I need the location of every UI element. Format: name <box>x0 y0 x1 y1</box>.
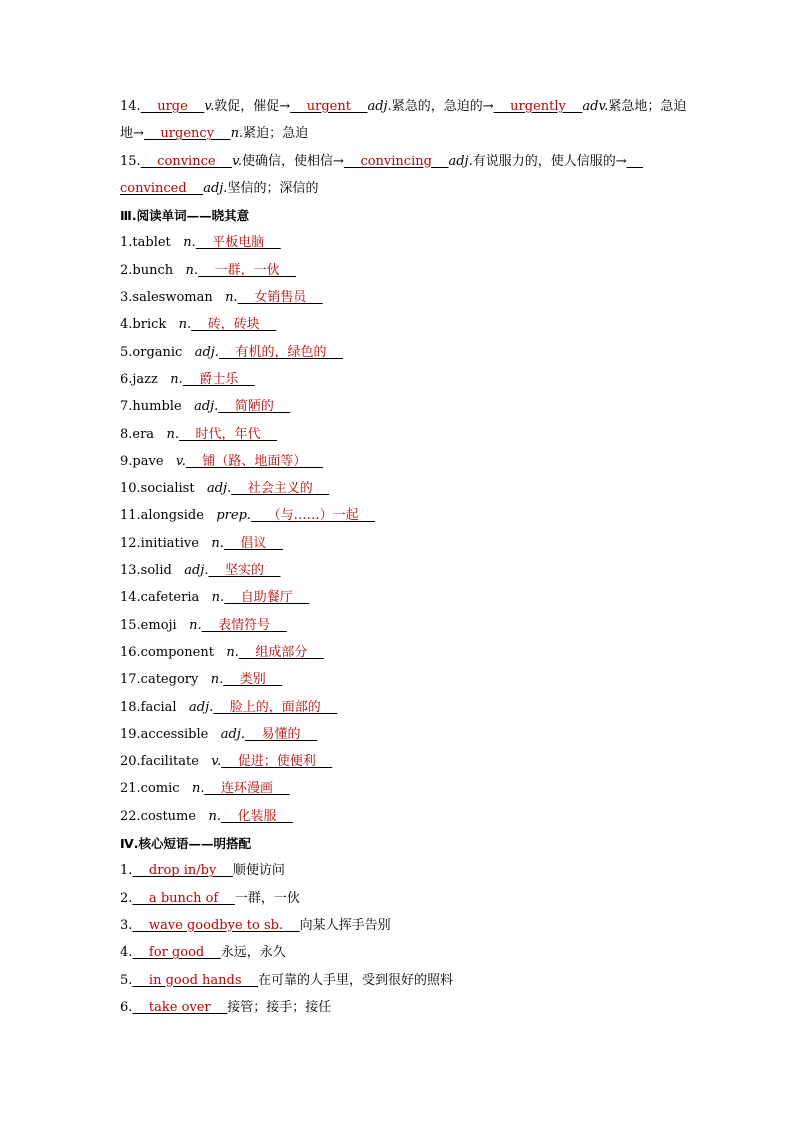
answer-blank: convinced <box>120 180 204 196</box>
vocab-item-14 <box>120 93 687 120</box>
item-number: 3. <box>120 917 133 933</box>
word: 21.comic <box>120 781 180 797</box>
word-row <box>120 584 680 611</box>
item-number: 14. <box>120 99 141 114</box>
word: 4.brick <box>120 317 167 333</box>
vocab-item-15-cont <box>120 175 680 202</box>
answer-blank: urgently <box>493 99 583 114</box>
word: 15.emoji <box>120 617 177 633</box>
phrase-row <box>120 994 680 1021</box>
answer-blank: urgent <box>290 99 368 114</box>
part-of-speech: adj. <box>448 153 473 169</box>
part-of-speech: adj. <box>220 726 246 742</box>
part-of-speech: n. <box>211 535 224 551</box>
phrase-meaning: 在可靠的人手里，受到很好的照料 <box>258 972 454 988</box>
part-of-speech: n. <box>211 590 225 606</box>
item-number: 6. <box>120 999 133 1015</box>
meaning-text: 坚信的；深信的 <box>227 180 319 196</box>
answer-blank <box>627 154 644 169</box>
answer-blank: 倡议 <box>223 535 283 551</box>
part-of-speech: n. <box>210 672 224 688</box>
meaning-text: 紧急地；急迫 <box>608 99 687 114</box>
meaning-text: 使确信，使相信→ <box>242 153 344 169</box>
part-of-speech: v. <box>204 99 215 114</box>
answer-blank: convince <box>140 153 233 169</box>
part-of-speech: n. <box>208 808 221 824</box>
word: 12.initiative <box>120 535 199 551</box>
word-row <box>120 448 680 475</box>
word: 6.jazz <box>120 371 158 387</box>
answer-blank: 化装服 <box>221 808 294 824</box>
word-row <box>120 775 680 802</box>
answer-blank: 平板电脑 <box>195 235 281 251</box>
word-row <box>120 257 680 284</box>
answer-blank: 促进；使便利 <box>221 754 333 770</box>
item-number: 15. <box>120 153 141 169</box>
part-of-speech: n. <box>226 644 239 660</box>
part-of-speech: adj. <box>189 699 214 715</box>
word: 20.facilitate <box>120 754 199 770</box>
answer-blank: urgency <box>143 126 231 142</box>
word-row <box>120 229 680 256</box>
word-row <box>120 748 680 775</box>
word-row <box>120 803 680 830</box>
part-of-speech: adj. <box>194 399 219 415</box>
answer-blank: 砖，砖块 <box>191 317 277 333</box>
part-of-speech: n. <box>183 235 196 251</box>
item-number: 1. <box>120 863 133 879</box>
part-of-speech: n. <box>230 126 244 142</box>
section-4-heading: Ⅳ.核心短语——明搭配 <box>120 836 251 852</box>
part-of-speech: n. <box>166 426 179 442</box>
word-row <box>120 311 680 338</box>
answer-blank: 连环漫画 <box>204 781 290 797</box>
part-of-speech: n. <box>185 262 199 278</box>
phrase-row <box>120 885 680 912</box>
answer-blank: drop in/by <box>132 863 233 879</box>
word: 7.humble <box>120 399 182 415</box>
vocab-item-14-cont <box>120 120 680 147</box>
word-row <box>120 502 680 529</box>
word-row <box>120 721 680 748</box>
word: 3.saleswoman <box>120 290 213 306</box>
word-row <box>120 393 680 420</box>
item-number: 4. <box>120 945 133 961</box>
word-row <box>120 612 680 639</box>
vocab-item-15 <box>120 148 680 175</box>
word: 19.accessible <box>120 726 209 742</box>
answer-blank: convincing <box>343 153 449 169</box>
part-of-speech: adj. <box>194 344 219 360</box>
word: 5.organic <box>120 344 183 360</box>
phrase-row <box>120 857 680 884</box>
document-page <box>120 93 687 1021</box>
answer-blank: 组成部分 <box>238 644 324 660</box>
phrase-meaning: 一群，一伙 <box>234 890 300 906</box>
phrase-meaning: 顺便访问 <box>232 863 285 879</box>
word-row <box>120 475 680 502</box>
word: 16.component <box>120 644 214 660</box>
answer-blank: for good <box>132 945 221 961</box>
reading-words-list <box>120 229 680 830</box>
word-row <box>120 339 680 366</box>
meaning-text: 地→ <box>120 126 144 142</box>
word-row <box>120 694 680 721</box>
word: 1.tablet <box>120 235 171 251</box>
part-of-speech: n. <box>225 290 238 306</box>
word: 8.era <box>120 426 155 442</box>
word: 22.costume <box>120 808 197 824</box>
phrases-list <box>120 857 680 1021</box>
word: 17.category <box>120 672 199 688</box>
answer-blank: 时代，年代 <box>178 426 278 442</box>
part-of-speech: n. <box>170 371 183 387</box>
answer-blank: 有机的，绿色的 <box>218 344 344 360</box>
meaning-text: 敦促，催促→ <box>214 99 291 114</box>
answer-blank: in good hands <box>132 972 259 988</box>
word: 10.socialist <box>120 481 195 497</box>
phrase-meaning: 向某人挥手告别 <box>299 917 391 933</box>
word-row <box>120 284 680 311</box>
answer-blank: 女销售员 <box>237 290 323 306</box>
part-of-speech: n. <box>189 617 202 633</box>
word-row <box>120 366 680 393</box>
word-row <box>120 639 680 666</box>
part-of-speech: v. <box>175 453 186 469</box>
answer-blank: 社会主义的 <box>231 481 330 497</box>
answer-blank: 一群，一伙 <box>198 262 297 278</box>
part-of-speech: adj. <box>367 99 392 114</box>
answer-blank: 爵士乐 <box>182 371 255 387</box>
part-of-speech: n. <box>178 317 192 333</box>
answer-blank: 简陋的 <box>218 399 291 415</box>
answer-blank: wave goodbye to sb. <box>132 917 300 933</box>
meaning-text: 有说服力的，使人信服的→ <box>472 153 627 169</box>
phrase-meaning: 永远，永久 <box>220 945 286 961</box>
answer-blank: a bunch of <box>132 890 235 906</box>
part-of-speech: adj. <box>206 481 232 497</box>
part-of-speech: n. <box>191 781 205 797</box>
word: 9.pave <box>120 453 164 469</box>
word-row <box>120 421 680 448</box>
answer-blank: 铺（路、地面等） <box>185 453 323 469</box>
answer-blank: 自助餐厅 <box>224 590 310 606</box>
item-number: 5. <box>120 972 133 988</box>
phrase-row <box>120 912 680 939</box>
answer-blank: 表情符号 <box>201 617 287 633</box>
word: 14.cafeteria <box>120 590 200 606</box>
part-of-speech: prep. <box>216 508 252 524</box>
part-of-speech: v. <box>211 754 222 770</box>
word: 13.solid <box>120 563 172 579</box>
item-number: 2. <box>120 890 133 906</box>
meaning-text: 紧急的，急迫的→ <box>391 99 494 114</box>
phrase-row <box>120 967 680 994</box>
word-row <box>120 530 680 557</box>
section-3-heading: Ⅲ.阅读单词——晓其意 <box>120 208 250 224</box>
word: 2.bunch <box>120 262 174 278</box>
phrase-meaning: 接管；接手；接任 <box>227 999 332 1015</box>
meaning-text: 紧迫；急迫 <box>243 126 309 142</box>
word-row <box>120 666 680 693</box>
word: 18.facial <box>120 699 177 715</box>
part-of-speech: adj. <box>184 563 209 579</box>
answer-blank: 脸上的，面部的 <box>213 699 338 715</box>
phrase-row <box>120 939 680 966</box>
part-of-speech: adj. <box>203 180 228 196</box>
answer-blank: 易懂的 <box>245 726 318 742</box>
answer-blank: take over <box>132 999 228 1015</box>
answer-blank: urge <box>140 99 205 114</box>
answer-blank: （与……）一起 <box>251 508 376 524</box>
part-of-speech: v. <box>232 153 243 169</box>
word: 11.alongside <box>120 508 204 524</box>
answer-blank: 坚实的 <box>208 563 281 579</box>
answer-blank: 类别 <box>223 672 283 688</box>
word-row <box>120 557 680 584</box>
part-of-speech: adv. <box>582 99 609 114</box>
